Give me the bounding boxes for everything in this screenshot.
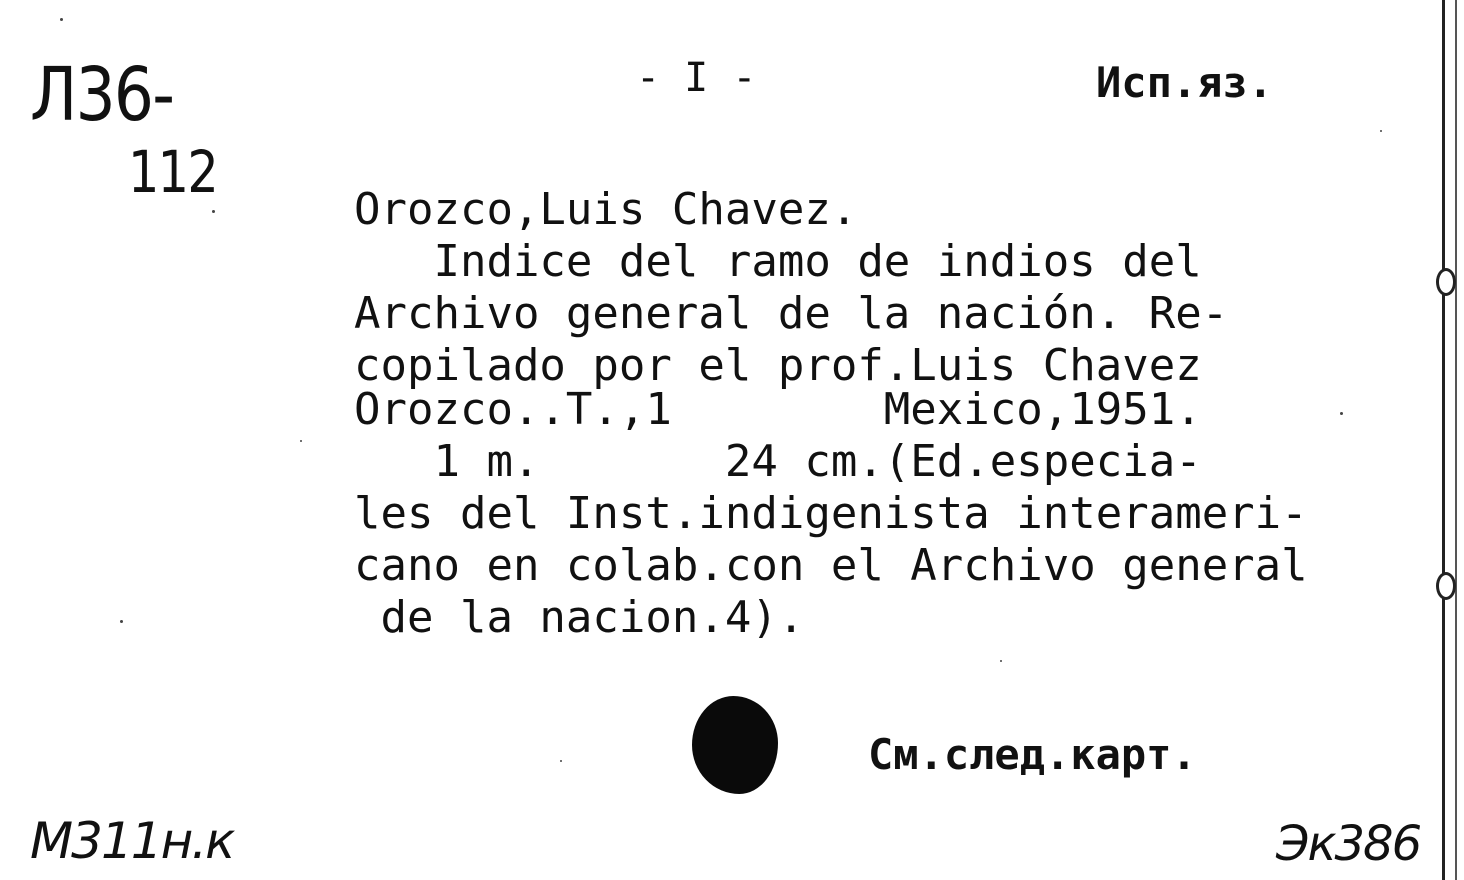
entry-line: Orozco,Luis Chavez. <box>354 184 858 235</box>
scan-speck <box>1340 412 1343 415</box>
scan-speck <box>212 210 215 213</box>
scan-speck <box>60 18 63 21</box>
scan-speck <box>1380 130 1382 132</box>
entry-line: les del Inst.indigenista interameri- <box>354 488 1308 539</box>
entry-line: Indice del ramo de indios del <box>354 236 1202 287</box>
inventory-number-left: М311н.к <box>30 812 234 870</box>
scan-speck <box>300 440 302 442</box>
entry-line: Archivo general de la nación. Re- <box>354 288 1229 339</box>
scan-speck <box>120 620 123 623</box>
scan-speck <box>1000 660 1002 662</box>
entry-line: 1 m. 24 cm.(Ed.especia- <box>354 436 1202 487</box>
punch-hole-upper <box>1436 268 1456 296</box>
entry-line: copilado por el prof.Luis Chavez <box>354 340 1202 391</box>
entry-line: cano en colab.con el Archivo general <box>354 540 1308 591</box>
shelfmark-top: Л36- <box>30 52 174 138</box>
entry-line: Orozco..T.,1 Mexico,1951. <box>354 384 1202 435</box>
entry-line: de la nacion.4). <box>354 592 805 643</box>
punch-hole-lower <box>1436 572 1456 600</box>
shelfmark-bottom: 112 <box>128 138 218 206</box>
language-note: Исп.яз. <box>1096 58 1274 107</box>
scan-speck <box>560 760 562 762</box>
ink-blot <box>692 696 778 794</box>
page-marker: - I - <box>636 55 757 101</box>
card-right-border <box>1442 0 1457 880</box>
inventory-number-right: Эк386 <box>1276 816 1421 872</box>
see-next-card-note: См.след.карт. <box>868 730 1197 779</box>
